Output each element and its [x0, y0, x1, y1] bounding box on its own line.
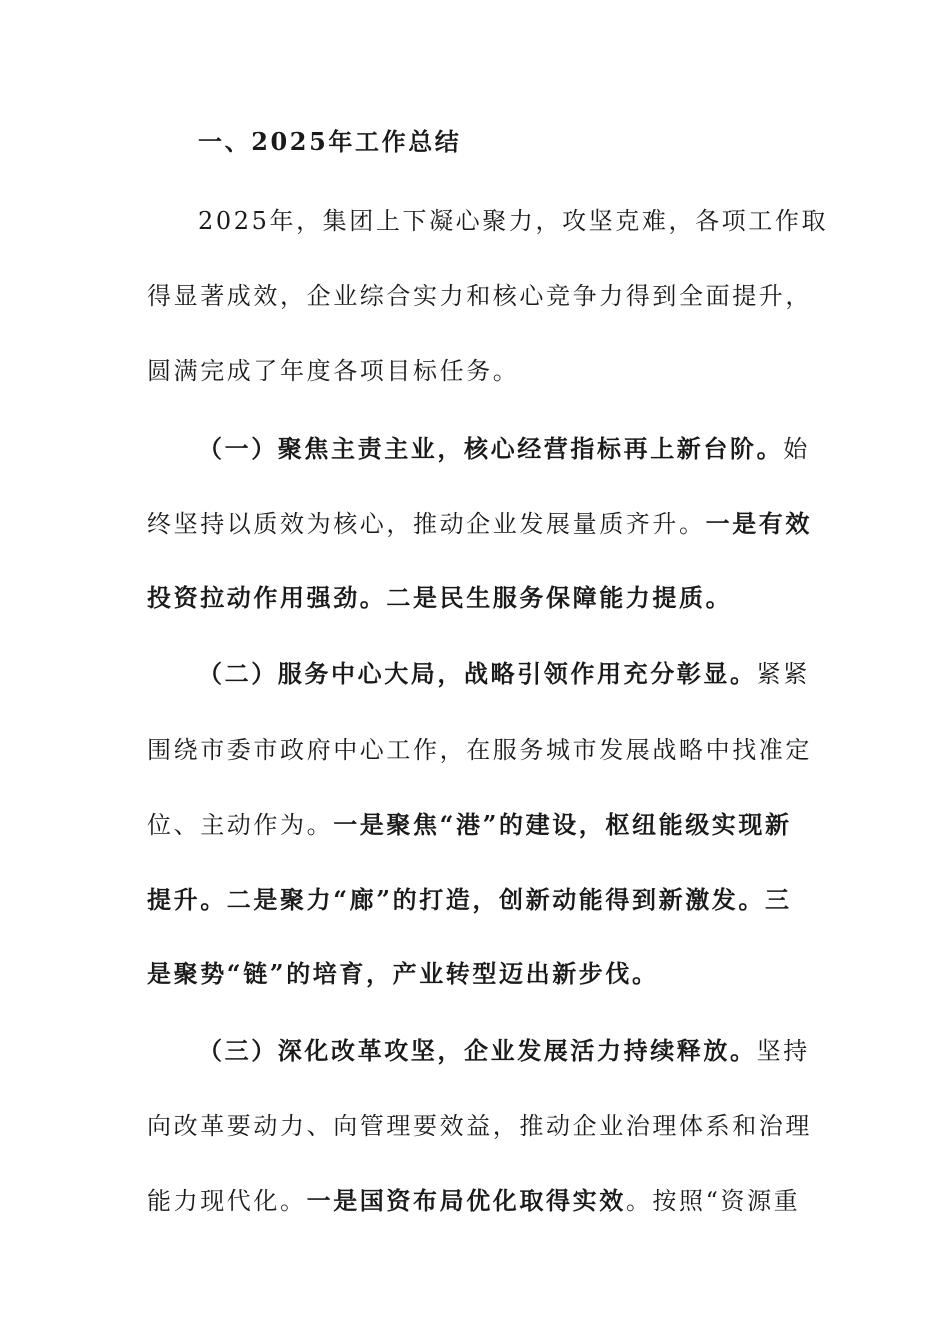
intro-line-1 — [198, 205, 858, 237]
section-2-text-2: 围绕市委市政府中心工作，在服务城市发展战略中找准定 — [147, 736, 812, 764]
section-2-title: （二）服务中心大局，战略引领作用充分彰显。 — [198, 659, 757, 688]
section-3-title: （三）深化改革攻坚，企业发展活力持续释放。 — [198, 1036, 757, 1065]
section-1-bold-2: 一是有效 — [705, 509, 813, 538]
section-3-text-1: 坚持 — [756, 1037, 810, 1065]
section-3-line-1 — [198, 1035, 858, 1067]
section-2-line-5 — [147, 958, 807, 990]
section-2-bold-5: 是聚势“链”的培育，产业转型迈出新步伐。 — [147, 959, 659, 988]
section-1-line-3 — [147, 582, 807, 614]
section-3-bold-3: 一是国资布局优化取得实效 — [306, 1186, 626, 1215]
section-3-text-2: 向改革要动力、向管理要效益，推动企业治理体系和治理 — [147, 1112, 812, 1140]
section-2-line-2 — [147, 734, 812, 766]
section-1-line-1 — [198, 433, 858, 465]
intro-line-2 — [147, 280, 812, 312]
intro-text-2: 得显著成效，企业综合实力和核心竞争力得到全面提升， — [147, 282, 812, 310]
section-2-line-3 — [147, 809, 807, 841]
section-2-bold-3: 一是聚焦“港”的建设，枢纽能级实现新 — [333, 810, 792, 839]
section-2-text-1: 紧紧 — [756, 660, 810, 688]
section-3-text-3b: 。按照“资源重 — [625, 1187, 801, 1215]
section-heading — [198, 126, 858, 158]
section-1-bold-3: 投资拉动作用强劲。二是民生服务保障能力提质。 — [147, 583, 733, 612]
intro-text-3: 圆满完成了年度各项目标任务。 — [147, 357, 520, 385]
section-2-bold-4: 提升。二是聚力“廊”的打造，创新动能得到新激发。三 — [147, 885, 792, 914]
section-2-line-1 — [198, 658, 858, 690]
heading-text: 一、2025年工作总结 — [198, 127, 462, 156]
intro-text-1: 2025年，集团上下凝心聚力，攻坚克难，各项工作取 — [198, 207, 829, 235]
section-2-text-3: 位、主动作为。 — [147, 811, 334, 839]
intro-line-3 — [147, 355, 807, 387]
section-3-line-2 — [147, 1110, 812, 1142]
section-1-title: （一）聚焦主责主业，核心经营指标再上新台阶。 — [198, 434, 784, 463]
section-1-text-2: 终坚持以质效为核心，推动企业发展量质齐升。 — [147, 510, 706, 538]
section-1-text-1: 始 — [783, 435, 810, 463]
section-1-line-2 — [147, 508, 813, 540]
section-3-line-3 — [147, 1185, 807, 1217]
section-3-text-3: 能力现代化。 — [147, 1187, 307, 1215]
section-2-line-4 — [147, 884, 807, 916]
